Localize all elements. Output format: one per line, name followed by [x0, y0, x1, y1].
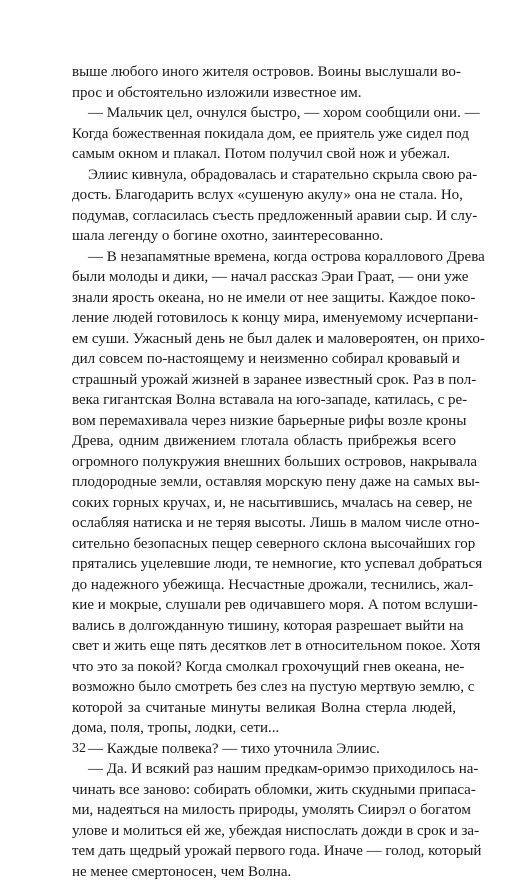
text-line: что это за покой? Когда смолкал грохочущий гнев океана, не-	[72, 657, 456, 678]
text-line: плодородные земли, оставляя морскую пену даже на самых вы-	[72, 472, 456, 493]
text-line: ослабляя натиска и не теряя высоты. Лишь в малом числе отно-	[72, 513, 456, 534]
text-line: ление людей готовилось к концу мира, именуемому исчерпани-	[72, 308, 456, 329]
text-line: прос и обстоятельно изложили известное им.	[72, 83, 456, 104]
text-line: шала легенду о богине охотно, заинтересованно.	[72, 226, 456, 247]
text-line: подумав, согласилась съесть предложенный аравии сыр. И слу-	[72, 206, 456, 227]
text-line: Древа, одним движением глотала область прибрежья всего	[72, 431, 456, 452]
body-text	[72, 62, 456, 882]
text-line: века гигантская Волна вставала на юго-западе, катилась, с ре-	[72, 390, 456, 411]
text-line: знали ярость океана, но не имели от нее защиты. Каждое поко-	[72, 288, 456, 309]
text-line: выше любого иного жителя островов. Воины выслушали во-	[72, 62, 456, 83]
text-line: — В незапамятные времена, когда острова кораллового Древа	[72, 247, 456, 268]
text-line: дость. Благодарить вслух «сушеную акулу» она не стала. Но,	[72, 185, 456, 206]
text-line: — Каждые полвека? — тихо уточнила Элиис.	[72, 739, 456, 760]
text-line: улове и молиться ей же, убеждая ниспослать дожди в срок и за-	[72, 821, 456, 842]
text-line: вом перемахивала через низкие барьерные рифы возле кроны	[72, 411, 456, 432]
text-line: огромного полукружия внешних больших островов, накрывала	[72, 452, 456, 473]
text-line: вались в долгожданную тишину, которая разрешает выйти на	[72, 616, 456, 637]
text-line: которой за считаные минуты великая Волна стерла людей,	[72, 698, 456, 719]
text-line: были молоды и дики, — начал рассказ Эраи Граат, — они уже	[72, 267, 456, 288]
text-line: — Да. И всякий раз нашим предкам-оримэо приходилось на-	[72, 759, 456, 780]
text-line: чинать все заново: собирать обломки, жить скудными припаса-	[72, 780, 456, 801]
text-line: Элиис кивнула, обрадовалась и старательно скрыла свою ра-	[72, 165, 456, 186]
text-line: — Мальчик цел, очнулся быстро, — хором сообщили они. —	[72, 103, 456, 124]
text-line: сительно безопасных пещер северного склона высочайших гор	[72, 534, 456, 555]
text-line: дома, поля, тропы, лодки, сети...	[72, 718, 456, 739]
text-line: прятались уцелевшие люди, те немногие, кто успевал добраться	[72, 554, 456, 575]
text-line: кие и мокрые, слушали рев одичавшего моря. А потом вслуши-	[72, 595, 456, 616]
text-line: ми, надеяться на милость природы, умолять Сиирэл о богатом	[72, 800, 456, 821]
text-line: соких горных кручах, и, не насытившись, мчалась на север, не	[72, 493, 456, 514]
text-line: дил совсем по-настоящему и неизменно собирал кровавый и	[72, 349, 456, 370]
text-line: тем дать щедрый урожай первого года. Иначе — голод, который	[72, 841, 456, 862]
text-line: ем суши. Ужасный день не был далек и маловероятен, он прихо-	[72, 329, 456, 350]
text-line: свет и жить еще пять десятков лет в относительном покое. Хотя	[72, 636, 456, 657]
text-line: возможно было смотреть без слез на пустую мертвую землю, с	[72, 677, 456, 698]
text-line: Когда божественная покидала дом, ее приятель уже сидел под	[72, 124, 456, 145]
page-number: 32	[72, 740, 86, 758]
text-line: страшный урожай жизней в заранее известный срок. Раз в пол-	[72, 370, 456, 391]
text-line: самым окном и плакал. Потом получил свой нож и убежал.	[72, 144, 456, 165]
text-line: не менее смертоносен, чем Волна.	[72, 862, 456, 882]
text-line: до надежного убежища. Несчастные дрожали, теснились, жал-	[72, 575, 456, 596]
